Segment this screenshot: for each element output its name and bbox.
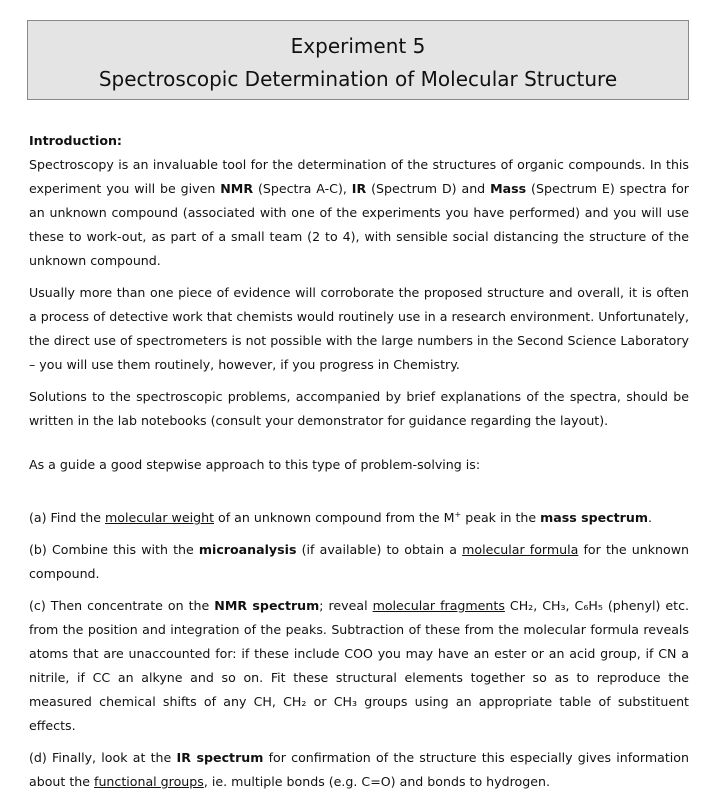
text-run: Spectroscopy is an invaluable tool for the determination of the structures of organic compounds. In this experiment you will be given (29, 157, 689, 196)
nmr-spectrum-term: NMR spectrum (214, 598, 320, 614)
text-run: . (647, 510, 652, 526)
intro-paragraph-2: Usually more than one piece of evidence will corroborate the proposed structure and overall, it is often a process of detective work that chemists would routinely use in a research environment. Unfortunately, the direct use of spectrometers is not possible with the large numbers in the Second Science Laboratory – you will use them routinely, however, if you progress in Chemistry. (29, 285, 689, 372)
step-a (29, 503, 689, 530)
text-run: of an unknown compound from the M (214, 510, 455, 526)
document-body (29, 129, 689, 794)
text-run: (Spectra A-C), (253, 181, 352, 196)
text-run: (c) Then concentrate on the (29, 598, 215, 614)
mass-spectrum-term: mass spectrum (540, 510, 648, 526)
text-run: (if available) to obtain a (296, 542, 463, 558)
nmr-term: NMR (220, 181, 254, 196)
text-run: (a) Find the (29, 510, 106, 526)
experiment-title: Spectroscopic Determination of Molecular Structure (98, 67, 618, 91)
experiment-number: Experiment 5 (290, 34, 426, 58)
microanalysis-term: microanalysis (198, 542, 297, 558)
text-run: for confirmation of the structure this especially gives information about the (29, 750, 689, 790)
superscript-plus: + (454, 510, 462, 519)
mass-term: Mass (490, 181, 527, 196)
molecular-fragments-term: molecular fragments (372, 598, 505, 614)
molecular-formula-term: molecular formula (462, 542, 579, 558)
text-run: , ie. multiple bonds (e.g. C=O) and bonds to hydrogen. (203, 774, 550, 790)
text-run: for the unknown compound. (29, 542, 689, 582)
ir-term: IR (351, 181, 367, 196)
title-box (27, 20, 689, 100)
step-b (29, 538, 689, 586)
introduction-heading: Introduction: (29, 133, 122, 148)
text-run: (d) Finally, look at the (29, 750, 177, 766)
text-run: CH₂, CH₃, C₆H₅ (phenyl) etc. from the position and integration of the peaks. Subtraction of these from the molecular formula reveals atoms that are unaccounted for: if these include COO you may have an ester or an acid group, if CN a nitrile, if CC an alkyne and so on. Fit these structural elements together so as to reproduce the measured chemical shifts of any CH, CH₂ or CH₃ groups using an appropriate table of substituent effects. (29, 598, 689, 734)
text-run: peak in the (461, 510, 541, 526)
text-run: (Spectrum E) spectra for an unknown compound (associated with one of the experiments you have performed) and you will use these to work-out, as part of a small team (2 to 4), with sensible social distancing the structure of the unknown compound. (29, 181, 689, 268)
intro-paragraph-1 (29, 153, 689, 273)
guide-sentence: As a guide a good stepwise approach to this type of problem-solving is: (29, 457, 481, 472)
text-run: (b) Combine this with the (29, 542, 199, 558)
molecular-weight-term: molecular weight (105, 510, 215, 526)
step-c (29, 594, 689, 738)
intro-paragraph-3: Solutions to the spectroscopic problems, accompanied by brief explanations of the spectra, should be written in the lab notebooks (consult your demonstrator for guidance regarding the layout). (29, 389, 689, 428)
step-d (29, 746, 689, 794)
functional-groups-term: functional groups (94, 774, 204, 790)
text-run: (Spectrum D) and (366, 181, 491, 196)
ir-spectrum-term: IR spectrum (176, 750, 264, 766)
text-run: ; reveal (319, 598, 373, 614)
